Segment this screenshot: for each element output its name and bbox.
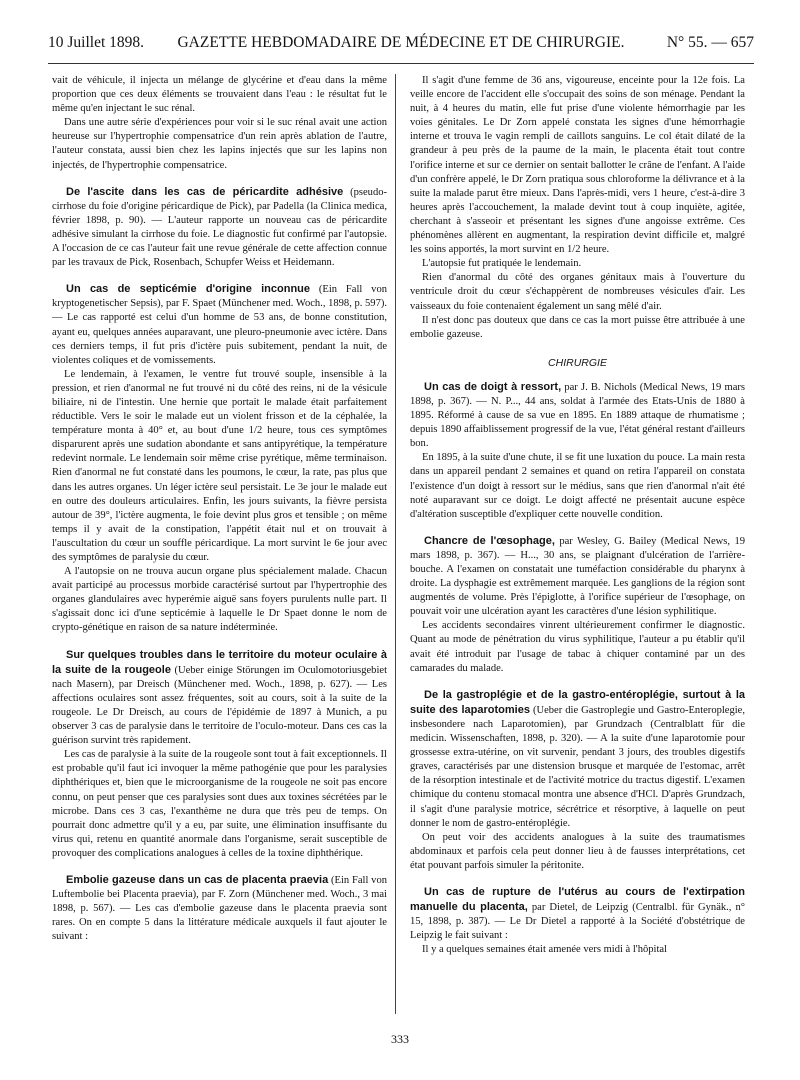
- continuation-paragraph: L'autopsie fut pratiquée le lendemain.: [422, 258, 582, 270]
- article-lead: [410, 688, 745, 831]
- article-paragraph: A l'autopsie on ne trouva aucun organe plus spécialement malade. Chacun avait participé au processus morbide caractérisé surtout par l'hypertrophie des organes glandulaires avec hyperémie aiguë sans foyers purulents nulle part. Il s'agissait donc ici d'une septicémie à laquelle le Dr Spaet donne le nom de crypto-génétique en raison de sa nature indéterminée.: [52, 566, 387, 634]
- article-lead: [52, 185, 387, 271]
- article-text: par Dietel, de Leipzig (Centralbl. für Gynäk., n° 15, 1898, p. 387). — Le Dr Dietel a rapporté à la Société d'obstétrique de Leipzig le fait suivant :: [410, 902, 745, 942]
- article: [410, 380, 745, 522]
- article-text: (Ueber einige Störungen im Oculomotoriusgebiet nach Masern), par Dreisch (Münchener med. Woch., 1898, p. 627). — Les affections oculaires sont assez fréquentes, soit au cours, soit à la suite de la rougeole. Le Dr Dreisch, au cours de l'épidémie de 1897 à Munich, a pu observer 3 cas de paralysie dans le territoire de l'oculo-moteur. Dans ces cas la guérison survint très rapidement.: [52, 664, 387, 747]
- article-paragraph: Il y a quelques semaines était amenée vers midi à l'hôpital: [422, 944, 667, 956]
- article-text: (pseudo-cirrhose du foie d'origine péricardique de Pick), par Padella (la Clinica medica, février 1898, p. 90). — L'auteur rapporte un nouveau cas de péricardite adhésive simulant la cirrhose du foie. Le diagnostic fut confirmé par l'autopsie. A l'occasion de ce cas l'auteur fait une revue générale de cette affection connue par les travaux de Pick, Rosenbach, Schupfer Weiss et Heidemann.: [52, 186, 387, 269]
- right-column: [410, 74, 745, 1014]
- article: [52, 282, 387, 635]
- article-text: (Ueber die Gastroplegie und Gastro-Enteroplegie, insbesondere nach Laparotomien), par Grundzach (Centralblatt für die medicin. Wissenschaften, 1898, p. 320). — A la suite d'une laparotomie pour grossesse extra-utérine, on vit survenir, pendant 3 jours, des troubles digestifs graves, caractérisés par une distension brusque et marquée de l'estomac, arrêt de la résorption intestinale et de l'activité motrice du tractus digestif. L'examen chimique du contenu stomacal montra une absence d'HCl. D'après Grundzach, il s'agit d'une paralysie motrice, sécrétrice et résorptive, à laquelle on peut donner le nom de gastro-entéroplégie.: [410, 704, 745, 829]
- article-lead: [410, 534, 745, 620]
- article-title: Un cas de rupture de l'utérus au cours de l'extirpation manuelle du placenta,: [410, 885, 745, 914]
- article-lead: [52, 282, 387, 368]
- article-text: par Wesley, G. Bailey (Medical News, 19 mars 1898, p. 367). — H..., 30 ans, se plaignant d'ulcération de l'arrière-bouche. A l'examen on constatait une tuméfaction considérable du pharynx à droite. La dysphagie est extrêmement marquée. Les ganglions de la région sont augmentés de volume. Près l'épiglotte, à l'orifice supérieur de l'œsophage, on pouvait voir une ulcération ayant les caractères d'une lésion syphilitique.: [410, 535, 745, 618]
- article-title: Sur quelques troubles dans le territoire du moteur oculaire à la suite de la rougeole: [52, 648, 387, 676]
- header-rule: [48, 63, 754, 64]
- article-paragraph: Les cas de paralysie à la suite de la rougeole sont tout à fait exceptionnels. Il est probable qu'il faut ici invoquer la même pathogénie que pour les paralysies diphthériques et, bien que le microorganisme de la rougeole ne soit pas encore connu, on peut penser que ces paralysies sont dues aux toxines sécrétées par le microbe. Dans ces 3 cas, l'exanthème ne dura que très peu de temps. On pourrait donc admettre qu'il y a eu, par suite, une élimination insuffisante du virus qui, retenu en quantité anormale dans l'organisme, serait susceptible de provoquer des complications analogues à celles de la toxine diphthérique.: [52, 749, 387, 859]
- article-paragraph: Le lendemain, à l'examen, le ventre fut trouvé souple, insensible à la pression, et rien d'anormal ne fut trouvé ni du côté des reins, ni de la vésicule biliaire, ni de l'intestin. Une hernie que portait le malade était parfaitement réductible. Vers le soir le malade eut un violent frisson et de la céphalée, la température monta à 40° et, au bout d'une 1/2 heure, tous ces symptômes disparurent après une sudation abondante et sans antipyrétique, la température redevint normale. Le lendemain soir même crise pyrétique, même terminaison. Rien d'anormal ne fut constaté dans les poumons, le cœur, la rate, pas plus que dans les autres organes. Un léger ictère seul persistait. Le 3e jour le malade eut en outre des douleurs articulaires. Enfin, les jours suivants, la fièvre persista autour de 39°, l'ictère augmenta, le foie devint plus gros et tensible ; on même temps il y avait de la constipation, l'appétit était nul et on trouvait à l'auscultation du cœur un souffle péricardique. La mort survint le 6e jour avec des symptômes de paralysie du cœur.: [52, 368, 387, 563]
- continuation-paragraph: Il s'agit d'une femme de 36 ans, vigoureuse, enceinte pour la 12e fois. La veille encore de l'accident elle s'occupait des soins de son ménage. Pendant la nuit, à 4 heures du matin, elle fut prise d'une violente hémorrhagie par les voies génitales. Le Dr Zorn appelé constata les signes d'une hémorrhagie interne et trouva le vagin rempli de caillots sanguins. Le col était dilaté de la grandeur à peu près de la paume de la main, le placenta était tout contre l'orifice interne et sur ce dernier on sentait ballotter le crâne de l'enfant. A l'aide d'un confrère appelé, le Dr Zorn pratiqua sous chloroforme la délivrance et à la suite la malade parut être mieux. Dans l'après-midi, vers 1 heure, c'est-à-dire 3 heures après l'accouchement, la malade devint tout à coup inquiète, agitée, cherchant à s'asseoir et présentant les signes d'une angoisse extrême. Ces phénomènes allèrent en augmentant, la respiration devint difficile et, malgré les soins apportés, la mort survint en 1/2 heure.: [410, 75, 745, 256]
- article-lead: [52, 648, 387, 749]
- article: [410, 534, 745, 676]
- article-title: De l'ascite dans les cas de péricardite adhésive: [66, 185, 344, 198]
- section-heading: CHIRURGIE: [548, 356, 607, 369]
- article: [52, 648, 387, 861]
- running-header: [48, 28, 754, 58]
- article-lead: [410, 885, 745, 943]
- article-title: Embolie gazeuse dans un cas de placenta praevia: [66, 873, 329, 886]
- journal-title: GAZETTE HEBDOMADAIRE DE MÉDECINE ET DE CHIRURGIE.: [177, 34, 625, 51]
- article-title: Un cas de doigt à ressort,: [424, 380, 562, 393]
- column-divider: [395, 74, 396, 1014]
- article: [52, 185, 387, 271]
- article-paragraph: Les accidents secondaires vinrent ultérieurement confirmer le diagnostic. Quant au mode de pénétration du virus syphilitique, l'auteur a pu établir qu'il avait été introduit par l'usage de tabac à chiquer contaminé par un des camarades du malade.: [410, 620, 745, 674]
- continuation-paragraph: vait de véhicule, il injecta un mélange de glycérine et d'eau dans la même proportion que ces deux éléments se trouvaient dans l'eau : le résultat fut le même qu'en injectant le suc rénal.: [52, 75, 387, 115]
- continuation-paragraph: Il n'est donc pas douteux que dans ce cas la mort puisse être attribuée à une embolie gazeuse.: [410, 314, 745, 340]
- article-title: Un cas de septicémie d'origine inconnue: [66, 283, 311, 296]
- article: [410, 688, 745, 873]
- continuation-paragraph: Rien d'anormal du côté des organes génitaux mais à l'ouverture du ventricule droit du cœur s'échappèrent de nombreuses vésicules d'air. Les vaisseaux du foie contenaient également un sang mêlé d'air.: [410, 272, 745, 312]
- page-number: 333: [391, 1032, 409, 1046]
- article-paragraph: En 1895, à la suite d'une chute, il se fit une luxation du pouce. La main resta dans un appareil pendant 2 semaines et quand on retira l'appareil on constata l'existence d'un doigt à ressort sur le médius, sans que rien d'anormal n'ait été noté auparavant sur ce doigt. Le doigt affecté ne présentait aucune espèce d'altération susceptible d'expliquer cette nouvelle condition.: [410, 452, 745, 520]
- article: [52, 873, 387, 944]
- left-column: [52, 74, 387, 1014]
- issue-date: 10 Juillet 1898.: [48, 34, 145, 51]
- article-text: (Ein Fall von Luftembolie bei Placenta praevia), par F. Zorn (Münchener med. Woch., 3 mai 1898, p. 567). — Les cas d'embolie gazeuse dans le placenta praevia sont rares. On en compte 5 dans la littérature médicale auxquels il faut ajouter le suivant :: [52, 874, 387, 943]
- article-title: De la gastroplégie et de la gastro-entéroplégie, surtout à la suite des laparotomies: [410, 688, 745, 716]
- article-lead: [52, 873, 387, 944]
- article-lead: [410, 380, 745, 451]
- continuation-paragraph: Dans une autre série d'expériences pour voir si le suc rénal avait une action heureuse sur l'hypertrophie compensatrice d'un rein après ablation de l'autre, l'auteur constata, aussi bien chez les lapins injectés que sur les lapins non injectés, de l'hypertrophie compensatrice.: [52, 117, 387, 171]
- article-paragraph: On peut voir des accidents analogues à la suite des traumatismes abdominaux et parfois cela peut donner lieu à de fausses interprétations, cet état pouvant parfois simuler la péritonite.: [410, 831, 745, 871]
- article-text: (Ein Fall von kryptogenetischer Sepsis), par F. Spaet (Münchener med. Woch., 1898, p. 597). — Le cas rapporté est celui d'un homme de 53 ans, de bonne constitution, ayant eu, quelques années auparavant, une pleuro-pneumonie avec ictère. Dans ces derniers temps, il fut pris d'ictère puis subitement, pendant la nuit, de violentes coliques et de vomissements.: [52, 284, 387, 366]
- article: [410, 885, 745, 957]
- article-text: par J. B. Nichols (Medical News, 19 mars 1898, p. 367). — N. P..., 44 ans, soldat à l'armée des Etats-Unis de 1880 à 1895. Réformé à cause de sa vue en 1895. En 1889 attaque de rhumatisme ; depuis 1890 affaiblissement progressif de la vue, l'état général restant d'ailleurs bon.: [410, 381, 745, 450]
- issue-number: N° 55. — 657: [666, 34, 754, 51]
- article-title: Chancre de l'œsophage,: [424, 534, 555, 547]
